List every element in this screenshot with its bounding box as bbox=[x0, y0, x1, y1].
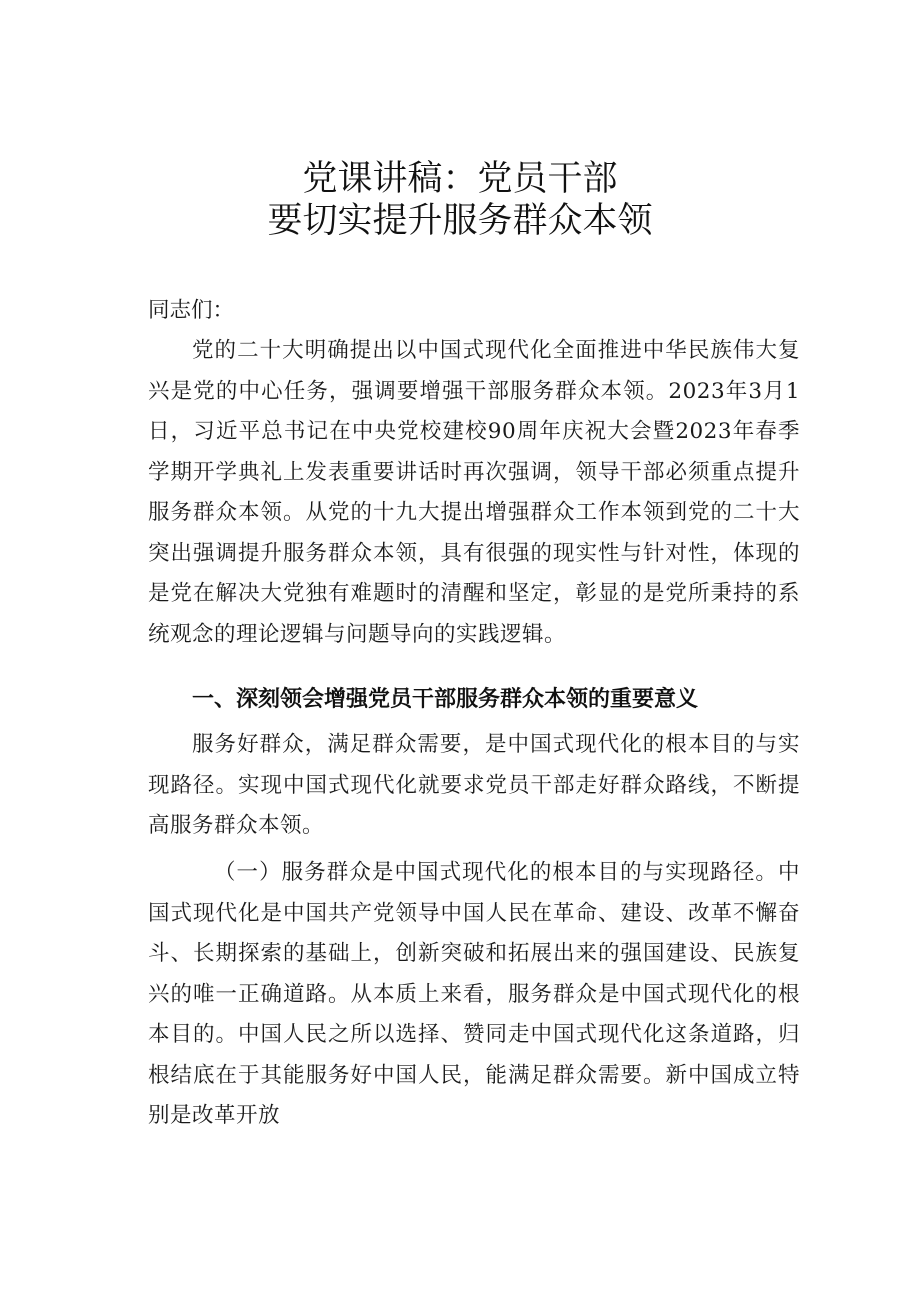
document-title bbox=[0, 158, 920, 242]
salutation: 同志们： bbox=[148, 298, 235, 323]
paragraph-subsection-1: （一）服务群众是中国式现代化的根本目的与实现路径。中国式现代化是中国共产党领导中国人民在革命、建设、改革不懈奋斗、长期探索的基础上，创新突破和拓展出来的强国建设、民族复兴的唯一正确道路。从本质上来看，服务群众是中国式现代化的根本目的。中国人民之所以选择、赞同走中国式现代化这条道路，归根结底在于其能服务好中国人民，能满足群众需要。新中国成立特别是改革开放 bbox=[148, 860, 800, 1128]
title-line-1: 党课讲稿：党员干部 bbox=[302, 159, 618, 199]
paragraph-section1-lead: 服务好群众，满足群众需要，是中国式现代化的根本目的与实现路径。实现中国式现代化就要求党员干部走好群众路线，不断提高服务群众本领。 bbox=[148, 732, 800, 838]
paragraph-intro: 党的二十大明确提出以中国式现代化全面推进中华民族伟大复兴是党的中心任务，强调要增强干部服务群众本领。2023年3月1日，习近平总书记在中央党校建校90周年庆祝大会暨2023年春季学期开学典礼上发表重要讲话时再次强调，领导干部必须重点提升服务群众本领。从党的十九大提出增强群众工作本领到党的二十大突出强调提升服务群众本领，具有很强的现实性与针对性，体现的是党在解决大党独有难题时的清醒和坚定，彰显的是党所秉持的系统观念的理论逻辑与问题导向的实践逻辑。 bbox=[148, 338, 800, 647]
section-heading-1: 一、深刻领会增强党员干部服务群众本领的重要意义 bbox=[192, 687, 699, 712]
title-line-2: 要切实提升服务群众本领 bbox=[267, 201, 653, 241]
